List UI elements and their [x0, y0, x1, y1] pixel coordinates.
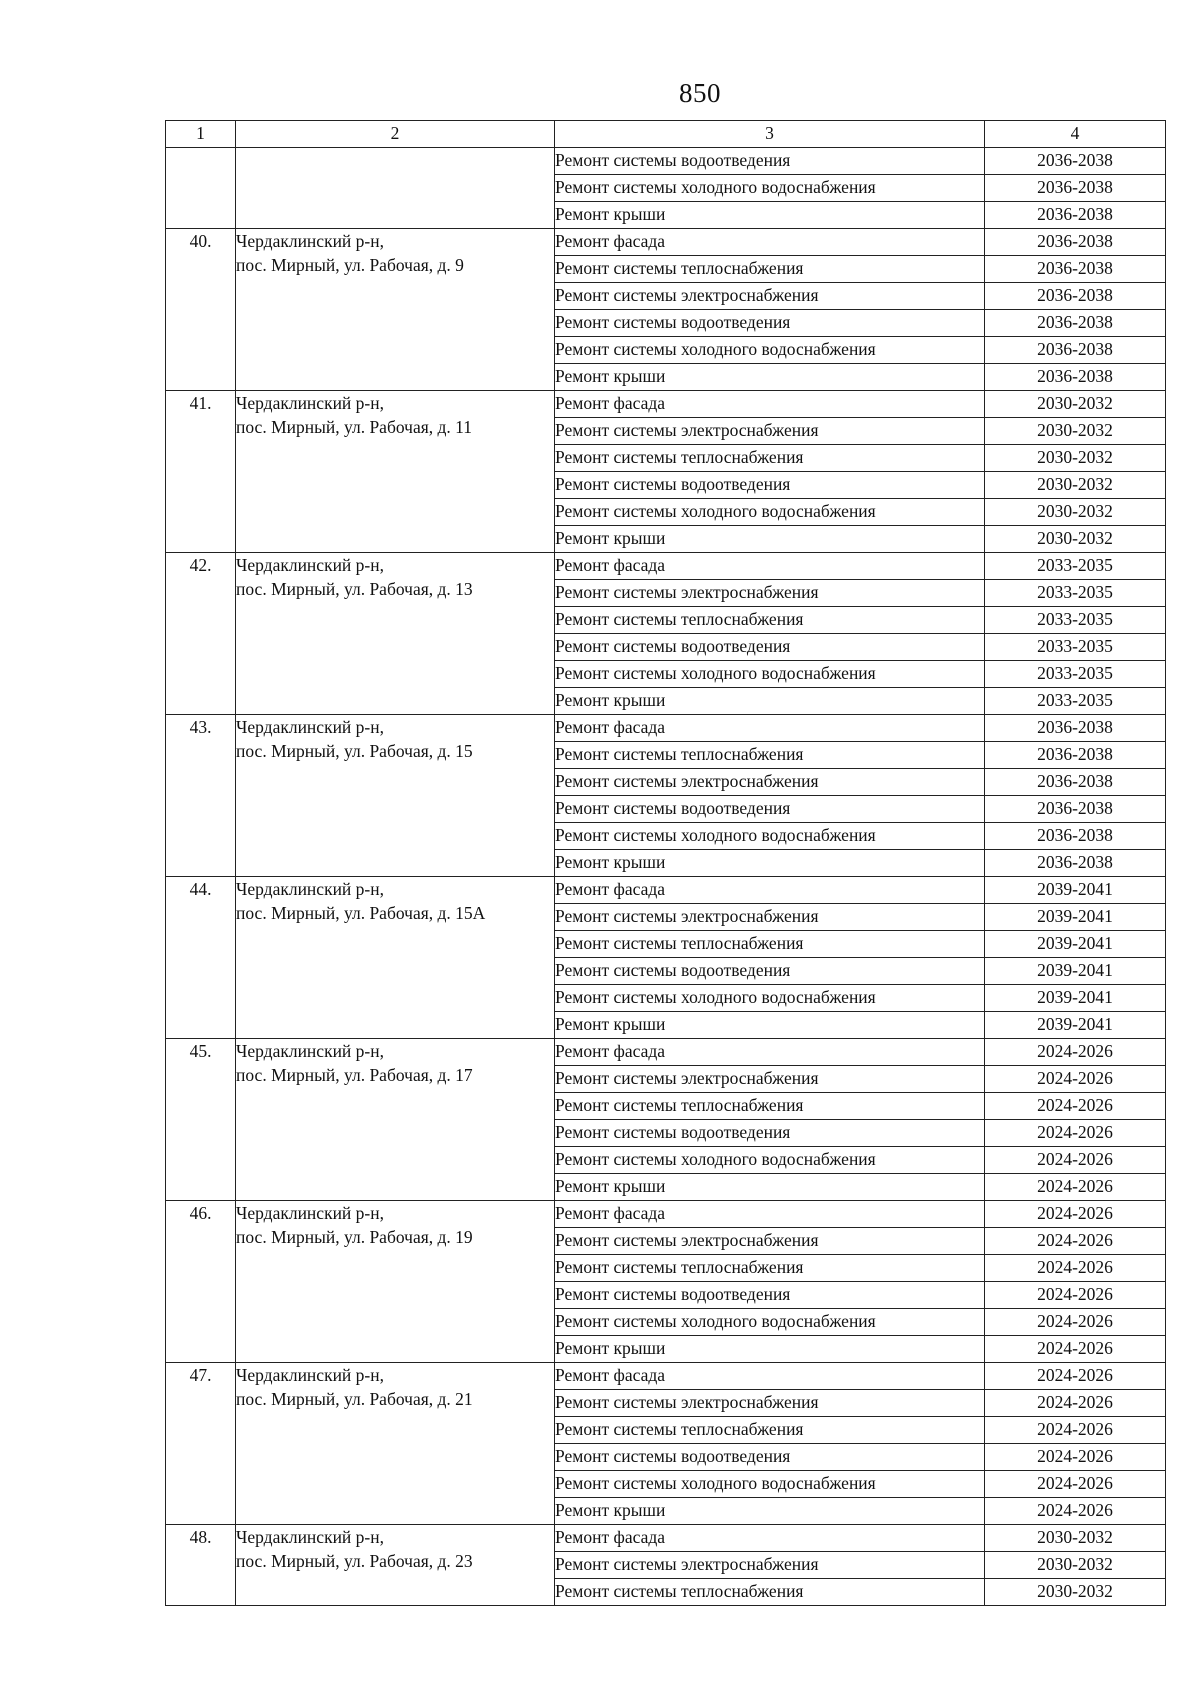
work-type-cell: Ремонт системы электроснабжения: [555, 1552, 985, 1579]
address-line-1: Чердаклинский р-н,: [236, 1365, 384, 1385]
work-type-cell: Ремонт системы электроснабжения: [555, 1228, 985, 1255]
period-cell: 2030-2032: [985, 1552, 1166, 1579]
work-type-cell: Ремонт системы холодного водоснабжения: [555, 1471, 985, 1498]
work-type-cell: Ремонт системы электроснабжения: [555, 1066, 985, 1093]
table-row: [166, 1363, 1166, 1390]
period-cell: 2030-2032: [985, 1525, 1166, 1552]
row-number-cell: 40.: [166, 229, 236, 391]
address-cell: [236, 391, 555, 553]
row-number-cell: 47.: [166, 1363, 236, 1525]
work-type-cell: Ремонт крыши: [555, 202, 985, 229]
period-cell: 2039-2041: [985, 877, 1166, 904]
work-type-cell: Ремонт фасада: [555, 715, 985, 742]
address-cell: [236, 148, 555, 229]
period-cell: 2030-2032: [985, 526, 1166, 553]
work-type-cell: Ремонт фасада: [555, 877, 985, 904]
address-line-1: Чердаклинский р-н,: [236, 879, 384, 899]
address-cell: [236, 1039, 555, 1201]
work-type-cell: Ремонт системы водоотведения: [555, 148, 985, 175]
work-type-cell: Ремонт системы холодного водоснабжения: [555, 337, 985, 364]
work-type-cell: Ремонт системы холодного водоснабжения: [555, 1147, 985, 1174]
period-cell: 2033-2035: [985, 553, 1166, 580]
work-type-cell: Ремонт фасада: [555, 391, 985, 418]
period-cell: 2030-2032: [985, 445, 1166, 472]
column-header-4: 4: [985, 121, 1166, 148]
period-cell: 2024-2026: [985, 1417, 1166, 1444]
work-type-cell: Ремонт системы водоотведения: [555, 1444, 985, 1471]
period-cell: 2033-2035: [985, 661, 1166, 688]
work-type-cell: Ремонт системы водоотведения: [555, 472, 985, 499]
work-type-cell: Ремонт системы водоотведения: [555, 634, 985, 661]
address-cell: [236, 1201, 555, 1363]
work-type-cell: Ремонт системы электроснабжения: [555, 283, 985, 310]
address-line-2: пос. Мирный, ул. Рабочая, д. 23: [236, 1551, 473, 1571]
period-cell: 2024-2026: [985, 1066, 1166, 1093]
period-cell: 2024-2026: [985, 1228, 1166, 1255]
period-cell: 2030-2032: [985, 391, 1166, 418]
period-cell: 2036-2038: [985, 175, 1166, 202]
period-cell: 2024-2026: [985, 1282, 1166, 1309]
address-line-1: Чердаклинский р-н,: [236, 1041, 384, 1061]
table-row: [166, 1039, 1166, 1066]
table-row: [166, 148, 1166, 175]
address-line-2: пос. Мирный, ул. Рабочая, д. 9: [236, 255, 464, 275]
column-header-row: [166, 121, 1166, 148]
period-cell: 2024-2026: [985, 1471, 1166, 1498]
address-cell: [236, 1363, 555, 1525]
address-line-1: Чердаклинский р-н,: [236, 231, 384, 251]
address-cell: [236, 877, 555, 1039]
work-type-cell: Ремонт фасада: [555, 553, 985, 580]
period-cell: 2039-2041: [985, 931, 1166, 958]
period-cell: 2024-2026: [985, 1120, 1166, 1147]
work-type-cell: Ремонт системы теплоснабжения: [555, 1579, 985, 1606]
work-type-cell: Ремонт системы водоотведения: [555, 1120, 985, 1147]
address-line-2: пос. Мирный, ул. Рабочая, д. 15: [236, 741, 473, 761]
table-row: [166, 877, 1166, 904]
period-cell: 2024-2026: [985, 1201, 1166, 1228]
period-cell: 2036-2038: [985, 202, 1166, 229]
work-type-cell: Ремонт системы теплоснабжения: [555, 1093, 985, 1120]
period-cell: 2036-2038: [985, 229, 1166, 256]
work-type-cell: Ремонт фасада: [555, 229, 985, 256]
work-type-cell: Ремонт фасада: [555, 1201, 985, 1228]
period-cell: 2030-2032: [985, 1579, 1166, 1606]
address-line-1: Чердаклинский р-н,: [236, 555, 384, 575]
work-type-cell: Ремонт системы водоотведения: [555, 958, 985, 985]
period-cell: 2033-2035: [985, 634, 1166, 661]
work-type-cell: Ремонт фасада: [555, 1525, 985, 1552]
repair-schedule-table: [165, 120, 1166, 1606]
period-cell: 2036-2038: [985, 256, 1166, 283]
work-type-cell: Ремонт системы холодного водоснабжения: [555, 499, 985, 526]
column-header-2: 2: [236, 121, 555, 148]
work-type-cell: Ремонт системы теплоснабжения: [555, 256, 985, 283]
period-cell: 2033-2035: [985, 688, 1166, 715]
work-type-cell: Ремонт системы холодного водоснабжения: [555, 985, 985, 1012]
work-type-cell: Ремонт системы электроснабжения: [555, 580, 985, 607]
period-cell: 2036-2038: [985, 769, 1166, 796]
period-cell: 2024-2026: [985, 1039, 1166, 1066]
address-line-2: пос. Мирный, ул. Рабочая, д. 13: [236, 579, 473, 599]
row-number-cell: 43.: [166, 715, 236, 877]
period-cell: 2036-2038: [985, 850, 1166, 877]
row-number-cell: 46.: [166, 1201, 236, 1363]
period-cell: 2024-2026: [985, 1363, 1166, 1390]
period-cell: 2033-2035: [985, 607, 1166, 634]
work-type-cell: Ремонт системы электроснабжения: [555, 418, 985, 445]
address-line-1: Чердаклинский р-н,: [236, 393, 384, 413]
address-line-1: Чердаклинский р-н,: [236, 1527, 384, 1547]
period-cell: 2030-2032: [985, 499, 1166, 526]
work-type-cell: Ремонт системы теплоснабжения: [555, 607, 985, 634]
period-cell: 2036-2038: [985, 796, 1166, 823]
work-type-cell: Ремонт системы электроснабжения: [555, 769, 985, 796]
address-cell: [236, 715, 555, 877]
period-cell: 2024-2026: [985, 1444, 1166, 1471]
period-cell: 2036-2038: [985, 742, 1166, 769]
period-cell: 2036-2038: [985, 337, 1166, 364]
period-cell: 2039-2041: [985, 904, 1166, 931]
table-row: [166, 1201, 1166, 1228]
row-number-cell: 41.: [166, 391, 236, 553]
work-type-cell: Ремонт фасада: [555, 1039, 985, 1066]
period-cell: 2024-2026: [985, 1093, 1166, 1120]
address-cell: [236, 1525, 555, 1606]
row-number-cell: 44.: [166, 877, 236, 1039]
column-header-3: 3: [555, 121, 985, 148]
period-cell: 2024-2026: [985, 1309, 1166, 1336]
row-number-cell: 45.: [166, 1039, 236, 1201]
period-cell: 2024-2026: [985, 1498, 1166, 1525]
address-line-2: пос. Мирный, ул. Рабочая, д. 19: [236, 1227, 473, 1247]
table-row: [166, 715, 1166, 742]
work-type-cell: Ремонт системы водоотведения: [555, 310, 985, 337]
period-cell: 2024-2026: [985, 1255, 1166, 1282]
work-type-cell: Ремонт системы водоотведения: [555, 796, 985, 823]
work-type-cell: Ремонт крыши: [555, 1498, 985, 1525]
work-type-cell: Ремонт крыши: [555, 526, 985, 553]
work-type-cell: Ремонт крыши: [555, 1336, 985, 1363]
period-cell: 2033-2035: [985, 580, 1166, 607]
work-type-cell: Ремонт системы холодного водоснабжения: [555, 661, 985, 688]
table-row: [166, 1525, 1166, 1552]
page-number: 850: [679, 78, 721, 108]
address-line-2: пос. Мирный, ул. Рабочая, д. 11: [236, 417, 473, 437]
address-line-2: пос. Мирный, ул. Рабочая, д. 21: [236, 1389, 473, 1409]
address-line-1: Чердаклинский р-н,: [236, 1203, 384, 1223]
period-cell: 2036-2038: [985, 364, 1166, 391]
row-number-cell: [166, 148, 236, 229]
period-cell: 2024-2026: [985, 1147, 1166, 1174]
table-row: [166, 553, 1166, 580]
work-type-cell: Ремонт системы холодного водоснабжения: [555, 1309, 985, 1336]
address-line-2: пос. Мирный, ул. Рабочая, д. 15А: [236, 903, 486, 923]
work-type-cell: Ремонт системы теплоснабжения: [555, 1255, 985, 1282]
address-cell: [236, 553, 555, 715]
work-type-cell: Ремонт системы теплоснабжения: [555, 445, 985, 472]
row-number-cell: 42.: [166, 553, 236, 715]
period-cell: 2036-2038: [985, 823, 1166, 850]
period-cell: 2039-2041: [985, 985, 1166, 1012]
address-line-2: пос. Мирный, ул. Рабочая, д. 17: [236, 1065, 473, 1085]
work-type-cell: Ремонт крыши: [555, 1174, 985, 1201]
work-type-cell: Ремонт системы теплоснабжения: [555, 742, 985, 769]
period-cell: 2036-2038: [985, 148, 1166, 175]
period-cell: 2036-2038: [985, 310, 1166, 337]
work-type-cell: Ремонт системы холодного водоснабжения: [555, 823, 985, 850]
period-cell: 2024-2026: [985, 1336, 1166, 1363]
work-type-cell: Ремонт системы холодного водоснабжения: [555, 175, 985, 202]
work-type-cell: Ремонт крыши: [555, 1012, 985, 1039]
column-header-1: 1: [166, 121, 236, 148]
period-cell: 2030-2032: [985, 472, 1166, 499]
table-body: [166, 148, 1166, 1606]
work-type-cell: Ремонт системы электроснабжения: [555, 1390, 985, 1417]
work-type-cell: Ремонт системы электроснабжения: [555, 904, 985, 931]
work-type-cell: Ремонт системы теплоснабжения: [555, 1417, 985, 1444]
period-cell: 2036-2038: [985, 283, 1166, 310]
table-row: [166, 391, 1166, 418]
table-row: [166, 229, 1166, 256]
period-cell: 2030-2032: [985, 418, 1166, 445]
period-cell: 2036-2038: [985, 715, 1166, 742]
period-cell: 2024-2026: [985, 1390, 1166, 1417]
period-cell: 2024-2026: [985, 1174, 1166, 1201]
address-line-1: Чердаклинский р-н,: [236, 717, 384, 737]
work-type-cell: Ремонт крыши: [555, 688, 985, 715]
period-cell: 2039-2041: [985, 1012, 1166, 1039]
work-type-cell: Ремонт крыши: [555, 364, 985, 391]
work-type-cell: Ремонт системы водоотведения: [555, 1282, 985, 1309]
work-type-cell: Ремонт фасада: [555, 1363, 985, 1390]
address-cell: [236, 229, 555, 391]
work-type-cell: Ремонт крыши: [555, 850, 985, 877]
period-cell: 2039-2041: [985, 958, 1166, 985]
row-number-cell: 48.: [166, 1525, 236, 1606]
work-type-cell: Ремонт системы теплоснабжения: [555, 931, 985, 958]
